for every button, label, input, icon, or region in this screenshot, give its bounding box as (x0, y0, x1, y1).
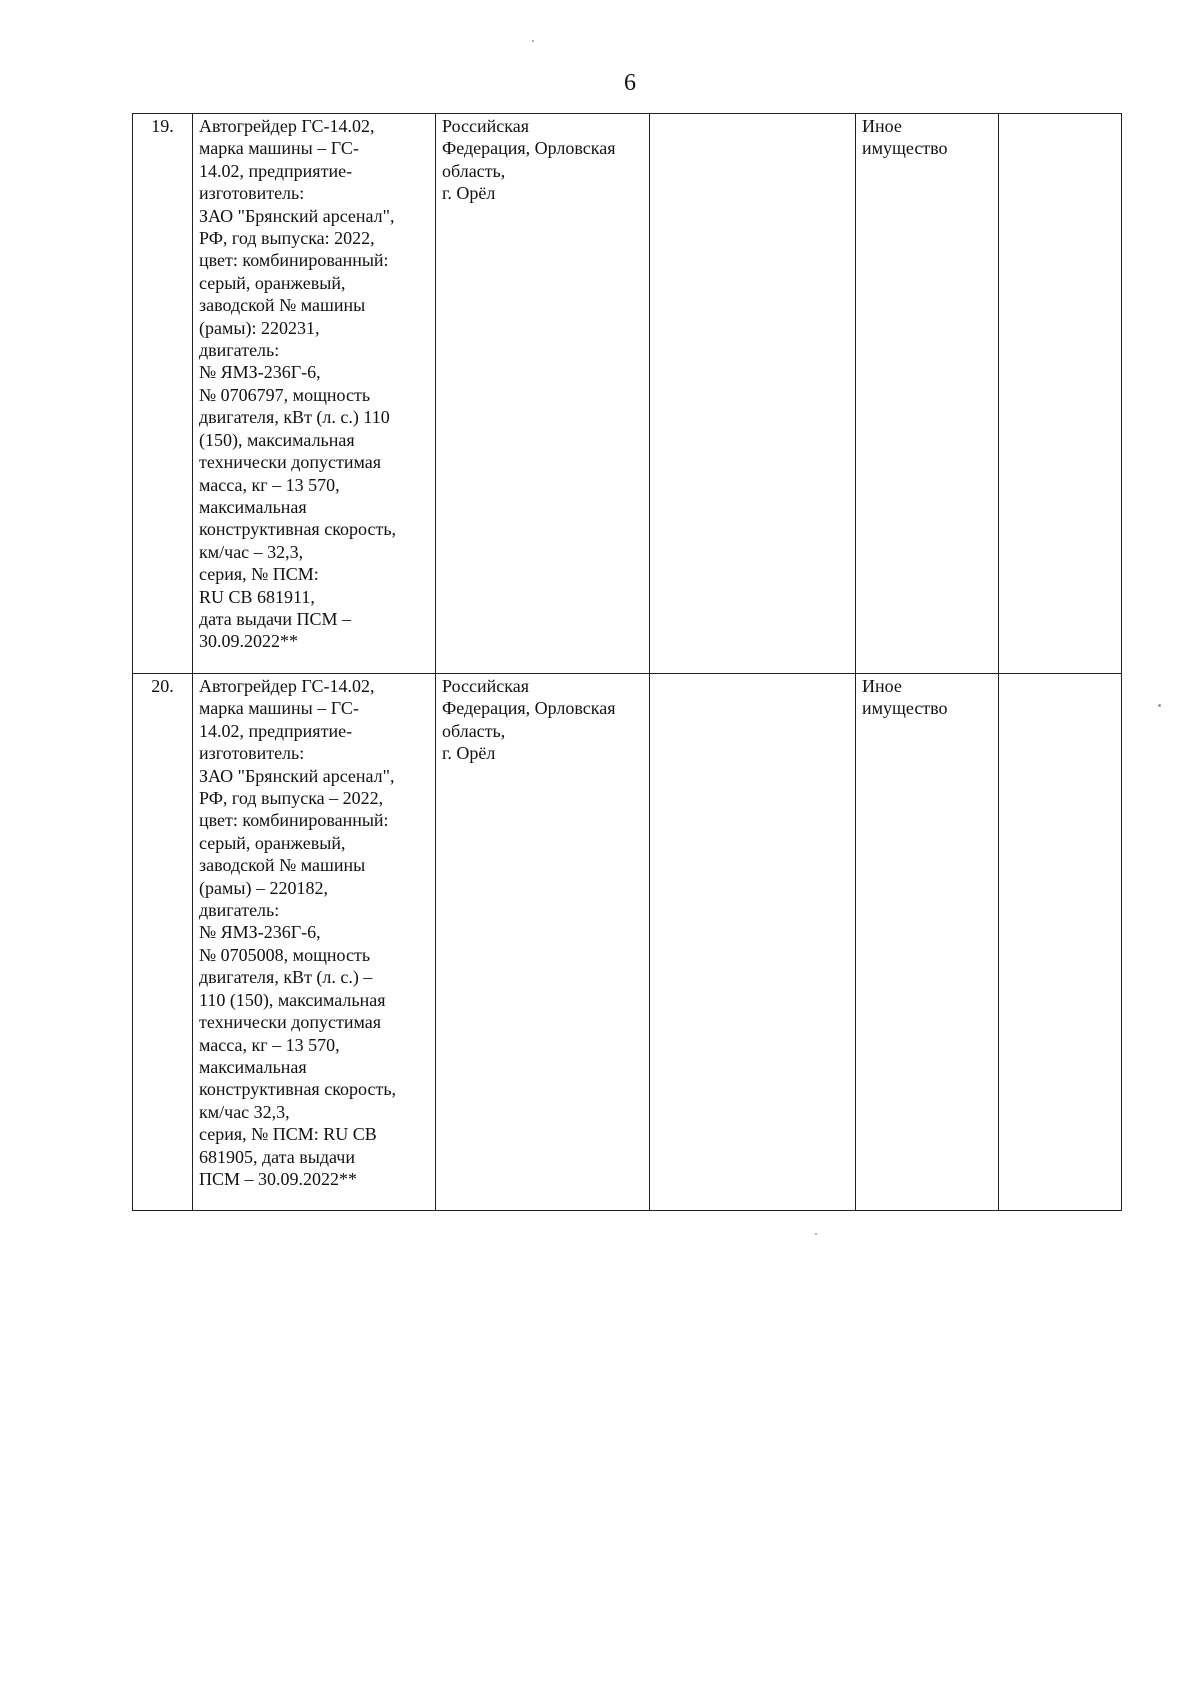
property-description: Автогрейдер ГС-14.02, марка машины – ГС- 14.02, предприятие- изготовитель: ЗАО "Брянский арсенал", РФ, год выпуска: 2022, цвет: комбинированный: серый, оранжевый, заводской № машины (рамы): 220231, двигатель: № ЯМЗ-236Г-6, № 0706797, мощность двигателя, кВт (л. с.) 110 (150), максимальная технически допустимая масса, кг – 13 570, максимальная конструктивная скорость, км/час – 32,3, серия, № ПСМ: RU CB 681911, дата выдачи ПСМ – 30.09.2022** (193, 114, 436, 674)
property-table (132, 113, 1122, 1211)
property-category: Иное имущество (856, 674, 999, 1211)
table-row (133, 674, 1122, 1211)
property-description: Автогрейдер ГС-14.02, марка машины – ГС- 14.02, предприятие- изготовитель: ЗАО "Брянский арсенал", РФ, год выпуска – 2022, цвет: комбинированный: серый, оранжевый, заводской № машины (рамы) – 220182, двигатель: № ЯМЗ-236Г-6, № 0705008, мощность двигателя, кВт (л. с.) – 110 (150), максимальная технически допустимая масса, кг – 13 570, максимальная конструктивная скорость, км/час 32,3, серия, № ПСМ: RU CB 681905, дата выдачи ПСМ – 30.09.2022** (193, 674, 436, 1211)
page-number: 6 (624, 70, 636, 96)
empty-cell (650, 674, 856, 1211)
property-location: Российская Федерация, Орловская область, г. Орёл (436, 674, 650, 1211)
scan-speck (1158, 704, 1161, 707)
empty-cell (999, 114, 1122, 674)
row-number: 20. (133, 674, 193, 1211)
scan-speck (815, 1233, 817, 1235)
empty-cell (999, 674, 1122, 1211)
property-location: Российская Федерация, Орловская область, г. Орёл (436, 114, 650, 674)
empty-cell (650, 114, 856, 674)
scan-speck (532, 40, 534, 42)
table-row (133, 114, 1122, 674)
property-category: Иное имущество (856, 114, 999, 674)
row-number: 19. (133, 114, 193, 674)
